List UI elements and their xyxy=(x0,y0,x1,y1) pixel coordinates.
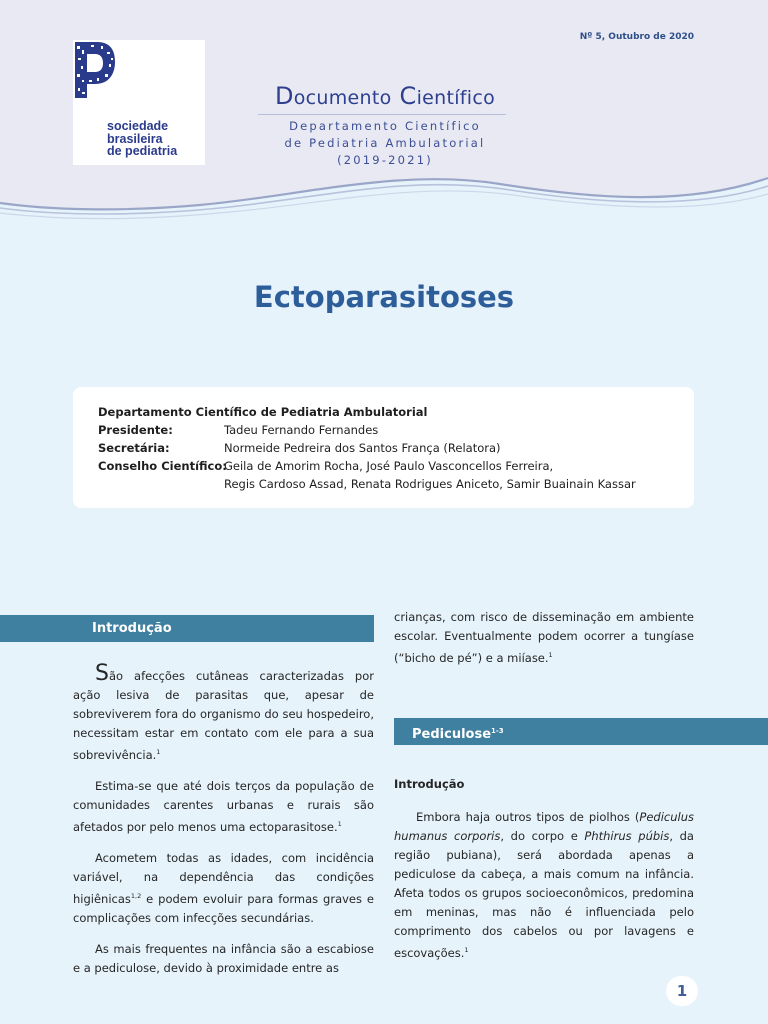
section-bar-introducao: Introdução xyxy=(0,615,374,642)
issue-date: Nº 5, Outubro de 2020 xyxy=(579,32,694,42)
intro-paragraph-5: crianças, com risco de disseminação em ambiente escolar. Eventualmente podem ocorrer a tungíase (“bicho de pé”) e a miíase.$^1$ xyxy=(394,610,694,665)
pediculose-paragraph-1: Embora haja outros tipos de piolhos (Pediculus humanus corporis, do corpo e Phthirus púbis, da região pubiana), será abordada apenas a pediculose da cabeça, a mais comum na infância. Afeta todos os grupos socioeconômicos, predomina em meninas, mas não é influenciada pelo comprimento dos cabelos ou por lavagens e escovações.$^1$ xyxy=(394,810,694,960)
title-divider xyxy=(258,114,506,115)
secretary-name: Normeide Pedreira dos Santos França (Relatora) xyxy=(224,441,501,455)
page-header xyxy=(0,0,768,230)
pediculose-subheading: Introdução xyxy=(394,777,465,791)
secretary-label: Secretária: xyxy=(98,441,170,455)
section-bar-pediculose: Pediculose$^{1-3}$ xyxy=(394,718,768,745)
page-title: Ectoparasitoses xyxy=(253,280,515,314)
president-label: Presidente: xyxy=(98,423,173,437)
council-label: Conselho Científico: xyxy=(98,459,227,473)
document-type-title: Documento Científico xyxy=(274,82,496,110)
council-line-1: Geila de Amorim Rocha, José Paulo Vasconcellos Ferreira, xyxy=(224,459,554,473)
board-heading: Departamento Científico de Pediatria Ambulatorial xyxy=(98,405,428,419)
logo-line-1: sociedade xyxy=(107,119,169,133)
sbp-logo xyxy=(73,40,205,165)
logo-wordmark xyxy=(107,120,177,158)
logo-line-2: brasileira xyxy=(107,131,163,146)
logo-line-3: de pediatria xyxy=(107,144,178,158)
intro-paragraph-2: Estima-se que até dois terços da população de comunidades carentes urbanas e rurais são afetados por pelo menos uma ectoparasitose.$^1$ xyxy=(73,779,374,834)
left-column xyxy=(73,661,374,990)
intro-paragraph-3: Acometem todas as idades, com incidência variável, na dependência das condições higiênicas$^{1,2}$ e podem evoluir para formas graves e complicações com infecções secundárias. xyxy=(73,851,374,925)
right-column-pediculose xyxy=(394,775,694,975)
president-name: Tadeu Fernando Fernandes xyxy=(224,423,379,437)
intro-paragraph-1: São afecções cutâneas caracterizadas por ação lesiva de parasitas que, apesar de sobreviverem fora do organismo do seu hospedeiro, necessitam estar em contato com ele para a sua sobrevivência.$^1$ xyxy=(73,661,374,762)
intro-paragraph-4: As mais frequentes na infância são a escabiose e a pediculose, devido à proximidade entre as xyxy=(73,942,374,975)
council-line-2: Regis Cardoso Assad, Renata Rodrigues Aniceto, Samir Buainain Kassar xyxy=(224,477,636,491)
department-name: Departamento Científico de Pediatria Ambulatorial (2019-2021) xyxy=(284,119,486,167)
department-board-box xyxy=(73,387,694,508)
right-column-top xyxy=(394,608,694,680)
page-number: 1 xyxy=(666,976,698,1006)
